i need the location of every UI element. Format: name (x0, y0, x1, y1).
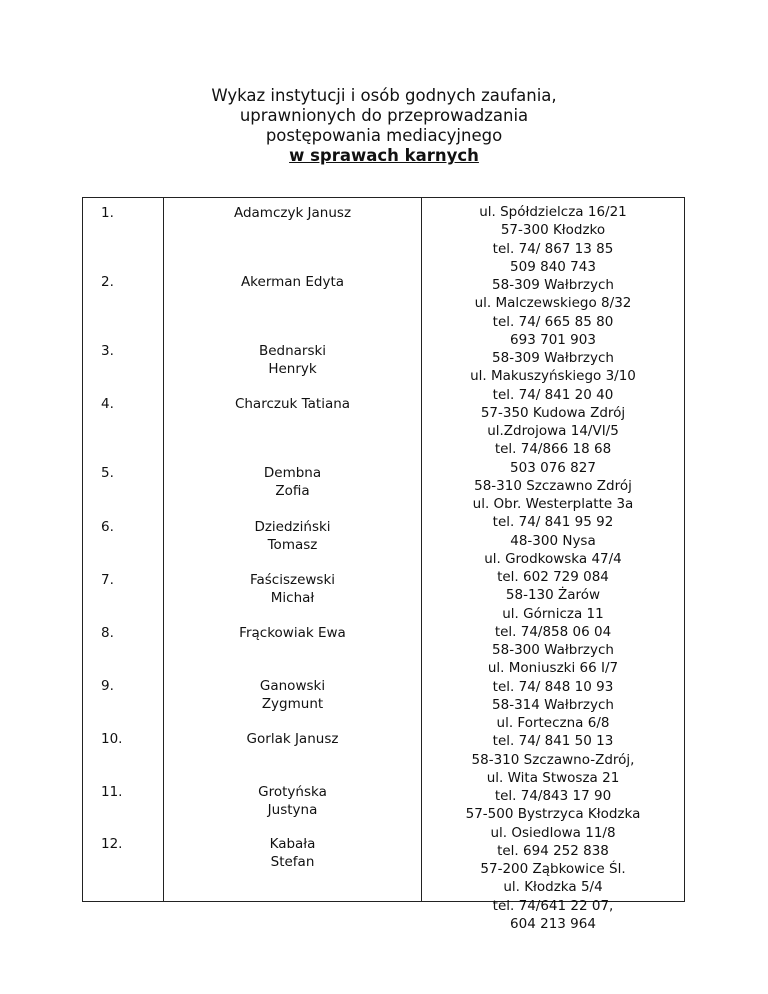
title-line-3: postępowania mediacyjnego (265, 126, 503, 145)
address-line: tel. 74/ 841 50 13 (492, 733, 614, 750)
number-column (83, 198, 163, 901)
address-line: tel. 74/ 841 20 40 (492, 386, 614, 403)
address-line: ul. Górnicza 11 (502, 605, 604, 622)
entry-name (164, 783, 421, 819)
address-line: 503 076 827 (510, 459, 596, 476)
entry-name-line: Frąckowiak Ewa (239, 625, 346, 641)
address-lines (422, 203, 684, 933)
address-column (422, 198, 684, 932)
entry-name-line: Ganowski (259, 678, 326, 694)
entry-number: 3. (101, 343, 114, 359)
entry-name (164, 518, 421, 554)
address-line: 693 701 903 (510, 331, 596, 348)
address-line: 48-300 Nysa (510, 532, 596, 549)
title-line-2: uprawnionych do przeprowadzania (239, 106, 529, 125)
address-line: tel. 74/866 18 68 (494, 441, 612, 458)
entry-name (164, 342, 421, 378)
entry-number: 8. (101, 625, 114, 641)
entry-name-line: Adamczyk Janusz (233, 205, 352, 221)
entry-number: 9. (101, 678, 114, 694)
address-line: ul. Makuszyńskiego 3/10 (470, 368, 636, 385)
entry-name (164, 730, 421, 748)
address-line: tel. 74/641 22 07, (492, 897, 614, 914)
address-line: 509 840 743 (510, 258, 596, 275)
entry-name-line: Justyna (267, 802, 318, 818)
address-line: ul. Grodkowska 47/4 (484, 550, 622, 567)
name-column (164, 198, 421, 901)
entry-name-line: Dziedziński (254, 519, 331, 535)
entry-number: 4. (101, 396, 114, 412)
entry-name (164, 677, 421, 713)
entry-name-line: Dembna (263, 465, 322, 481)
entry-name-line: Tomasz (267, 537, 318, 553)
entry-name-line: Stefan (270, 854, 315, 870)
address-line: 58-310 Szczawno-Zdrój, (471, 751, 635, 768)
entry-name (164, 204, 421, 222)
entry-name-line: Zygmunt (261, 696, 324, 712)
entry-name (164, 464, 421, 500)
entry-name-line: Faściszewski (249, 572, 336, 588)
title-subtitle: w sprawach karnych (289, 146, 479, 165)
entry-number: 12. (101, 836, 123, 852)
address-line: ul. Malczewskiego 8/32 (474, 295, 632, 312)
entry-name-line: Gorlak Janusz (246, 731, 339, 747)
entry-name-line: Akerman Edyta (240, 274, 345, 290)
address-line: tel. 602 729 084 (497, 569, 609, 585)
entry-name (164, 624, 421, 642)
address-line: 58-300 Wałbrzych (492, 642, 614, 658)
address-line: tel. 74/ 867 13 85 (492, 240, 614, 257)
address-line: ul. Spółdzielcza 16/21 (479, 204, 627, 220)
address-line: ul. Moniuszki 66 I/7 (487, 660, 619, 677)
address-line: 58-130 Żarów (505, 587, 601, 604)
entry-number: 5. (101, 465, 114, 481)
address-line: 604 213 964 (510, 915, 596, 932)
entry-name (164, 273, 421, 291)
entry-number: 10. (101, 731, 123, 747)
address-line: ul. Osiedlowa 11/8 (490, 824, 616, 841)
address-line: ul. Forteczna 6/8 (496, 715, 610, 731)
address-line: ul. Kłodzka 5/4 (503, 879, 603, 896)
entry-name (164, 835, 421, 871)
address-line: tel. 74/ 665 85 80 (492, 313, 614, 330)
entry-name-line: Grotyńska (258, 784, 327, 800)
address-line: 58-314 Wałbrzych (492, 696, 614, 713)
entry-number: 2. (101, 274, 114, 290)
address-line: 57-500 Bystrzyca Kłodzka (465, 806, 641, 823)
entry-name-line: Charczuk Tatiana (234, 396, 351, 412)
address-line: tel. 694 252 838 (497, 842, 609, 859)
address-line: tel. 74/ 841 95 92 (492, 514, 614, 531)
title-line-1: Wykaz instytucji i osób godnych zaufania, (211, 86, 557, 105)
entry-number: 7. (101, 572, 114, 588)
entry-number: 11. (101, 784, 123, 800)
address-line: ul. Obr. Westerplatte 3a (472, 496, 634, 512)
address-line: tel. 74/858 06 04 (494, 623, 612, 640)
address-line: 58-309 Wałbrzych (492, 277, 614, 293)
mediators-table (82, 197, 685, 932)
entry-name (164, 395, 421, 413)
address-line: ul. Wita Stwosza 21 (486, 769, 620, 786)
entry-name-line: Zofia (275, 483, 310, 499)
entry-name-line: Kabała (269, 836, 316, 852)
address-line: 58-309 Wałbrzych (492, 350, 614, 366)
entry-number: 6. (101, 519, 114, 535)
address-line: 57-200 Ząbkowice Śl. (480, 861, 626, 877)
address-line: tel. 74/843 17 90 (494, 788, 612, 804)
address-line: 57-300 Kłodzko (500, 222, 606, 239)
entry-name (164, 571, 421, 607)
entry-name-line: Henryk (268, 361, 317, 377)
address-line: 58-310 Szczawno Zdrój (474, 477, 632, 494)
address-line: 57-350 Kudowa Zdrój (480, 404, 626, 421)
address-line: ul.Zdrojowa 14/VI/5 (487, 423, 619, 439)
document-title (0, 86, 768, 166)
address-line: tel. 74/ 848 10 93 (492, 678, 614, 695)
entry-name-line: Michał (270, 590, 315, 606)
entry-name-line: Bednarski (258, 343, 327, 359)
entry-number: 1. (101, 205, 114, 221)
